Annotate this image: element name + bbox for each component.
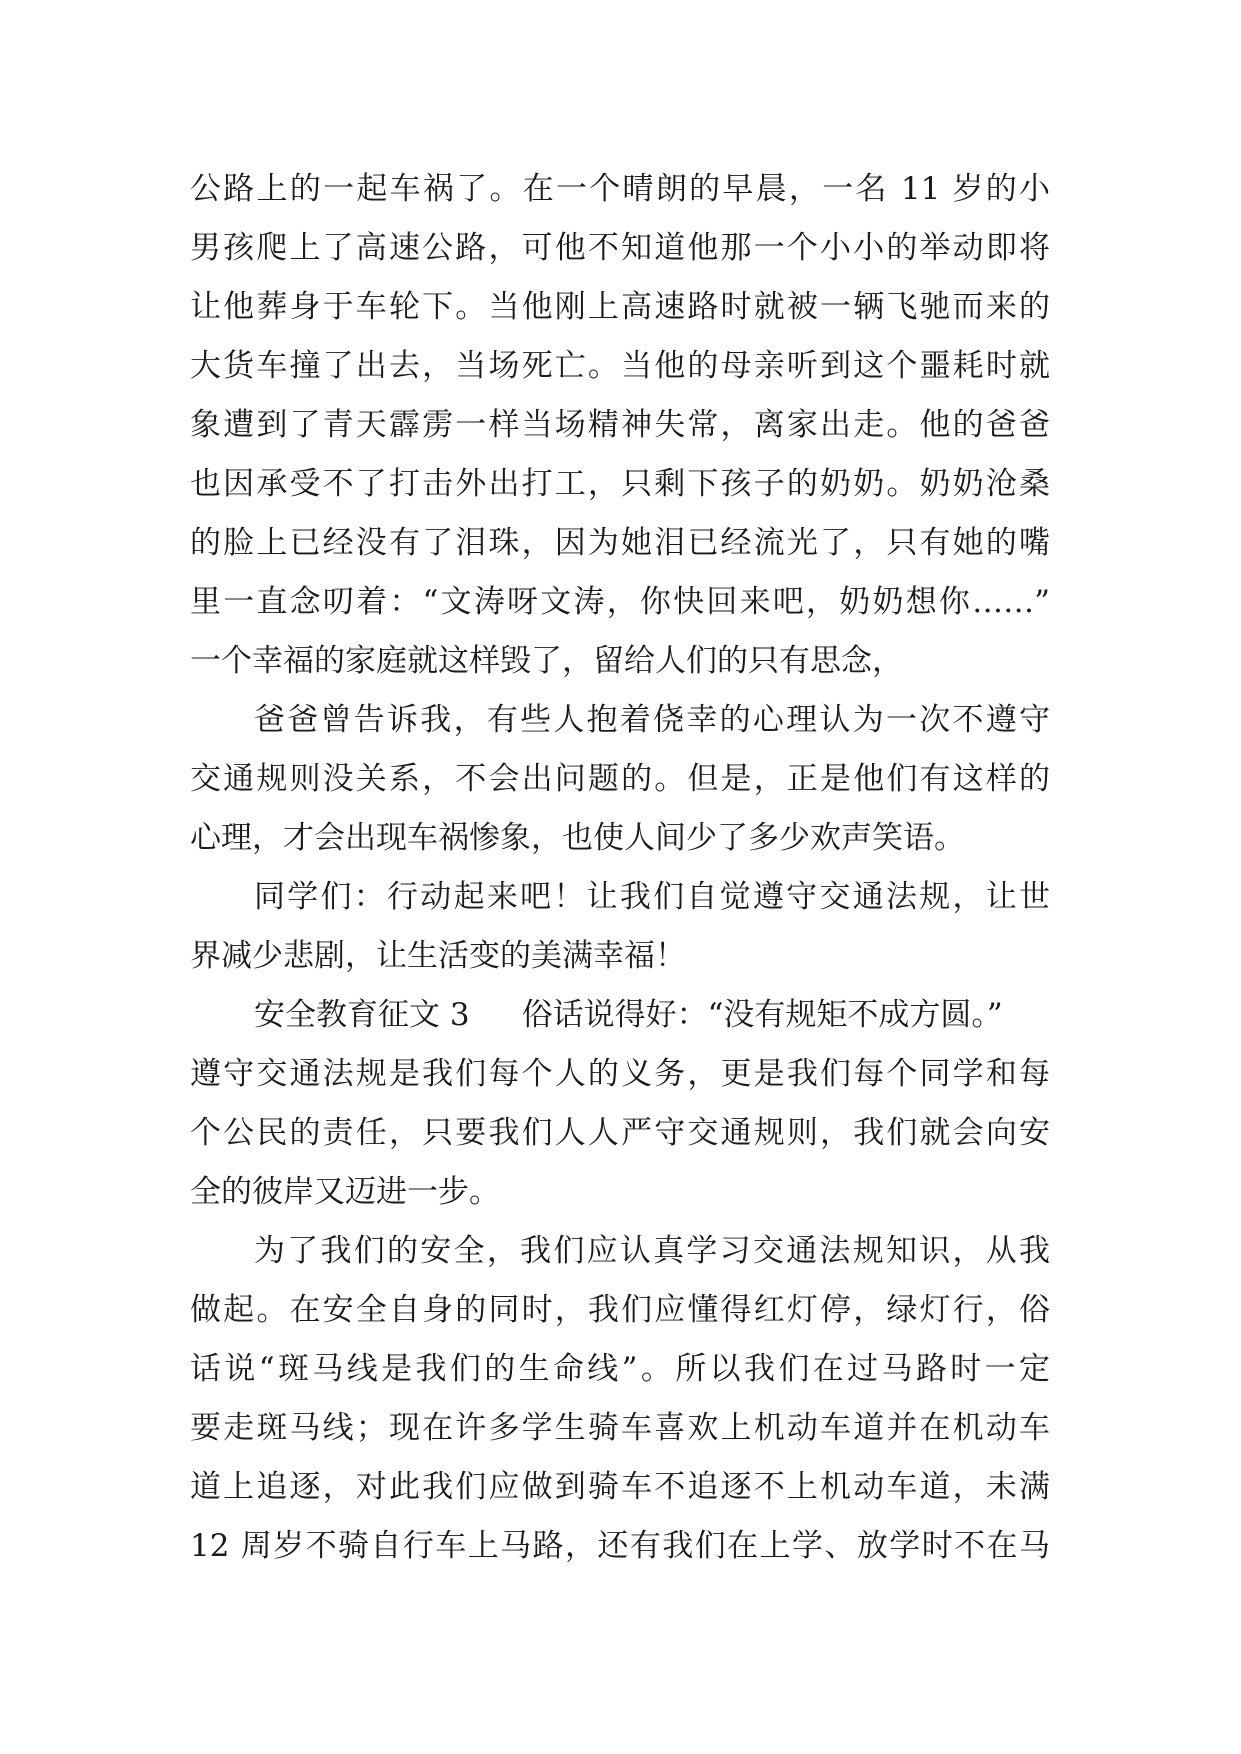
document-page (190, 160, 1050, 1576)
text-line: 遵守交通法规是我们每个人的义务，更是我们每个同学和每 (190, 1056, 1050, 1092)
section-heading-line (190, 986, 1050, 1045)
text-line: 爸爸曾告诉我，有些人抱着侥幸的心理认为一次不遵守 (254, 702, 1050, 738)
text-line: 的脸上已经没有了泪珠，因为她泪已经流光了，只有她的嘴 (190, 525, 1050, 561)
text-line: 道上追逐，对此我们应做到骑车不追逐不上机动车道，未满 (190, 1469, 1050, 1505)
text-line: 象遭到了青天霹雳一样当场精神失常，离家出走。他的爸爸 (190, 407, 1050, 443)
text-line: 同学们：行动起来吧！让我们自觉遵守交通法规，让世 (254, 879, 1050, 915)
text-line: 里一直念叨着：“文涛呀文涛，你快回来吧，奶奶想你……” (190, 584, 1050, 620)
text-line: 要走斑马线；现在许多学生骑车喜欢上机动车道并在机动车 (190, 1410, 1050, 1446)
text-line: 也因承受不了打击外出打工，只剩下孩子的奶奶。奶奶沧桑 (190, 466, 1050, 502)
section-first-sentence: 俗话说得好：“没有规矩不成方圆。” (521, 997, 1003, 1033)
section-heading: 安全教育征文 3 (254, 997, 470, 1033)
text-line: 一个幸福的家庭就这样毁了，留给人们的只有思念， (190, 643, 903, 679)
text-line: 话说“斑马线是我们的生命线”。所以我们在过马路时一定 (190, 1351, 1050, 1387)
text-line: 做起。在安全自身的同时，我们应懂得红灯停，绿灯行，俗 (190, 1292, 1050, 1328)
text-line: 个公民的责任，只要我们人人严守交通规则，我们就会向安 (190, 1115, 1050, 1151)
text-line: 男孩爬上了高速公路，可他不知道他那一个小小的举动即将 (190, 230, 1050, 266)
text-line: 界减少悲剧，让生活变的美满幸福！ (190, 938, 686, 974)
text-line: 大货车撞了出去，当场死亡。当他的母亲听到这个噩耗时就 (190, 348, 1050, 384)
text-line: 全的彼岸又迈进一步。 (190, 1174, 500, 1210)
text-line: 心理，才会出现车祸惨象，也使人间少了多少欢声笑语。 (190, 820, 965, 856)
text-line: 交通规则没关系，不会出问题的。但是，正是他们有这样的 (190, 761, 1050, 797)
text-line: 公路上的一起车祸了。在一个晴朗的早晨，一名 11 岁的小 (190, 171, 1050, 207)
text-line: 为了我们的安全，我们应认真学习交通法规知识，从我 (254, 1233, 1050, 1269)
text-line: 12 周岁不骑自行车上马路，还有我们在上学、放学时不在马 (190, 1528, 1050, 1564)
text-line: 让他葬身于车轮下。当他刚上高速路时就被一辆飞驰而来的 (190, 289, 1050, 325)
